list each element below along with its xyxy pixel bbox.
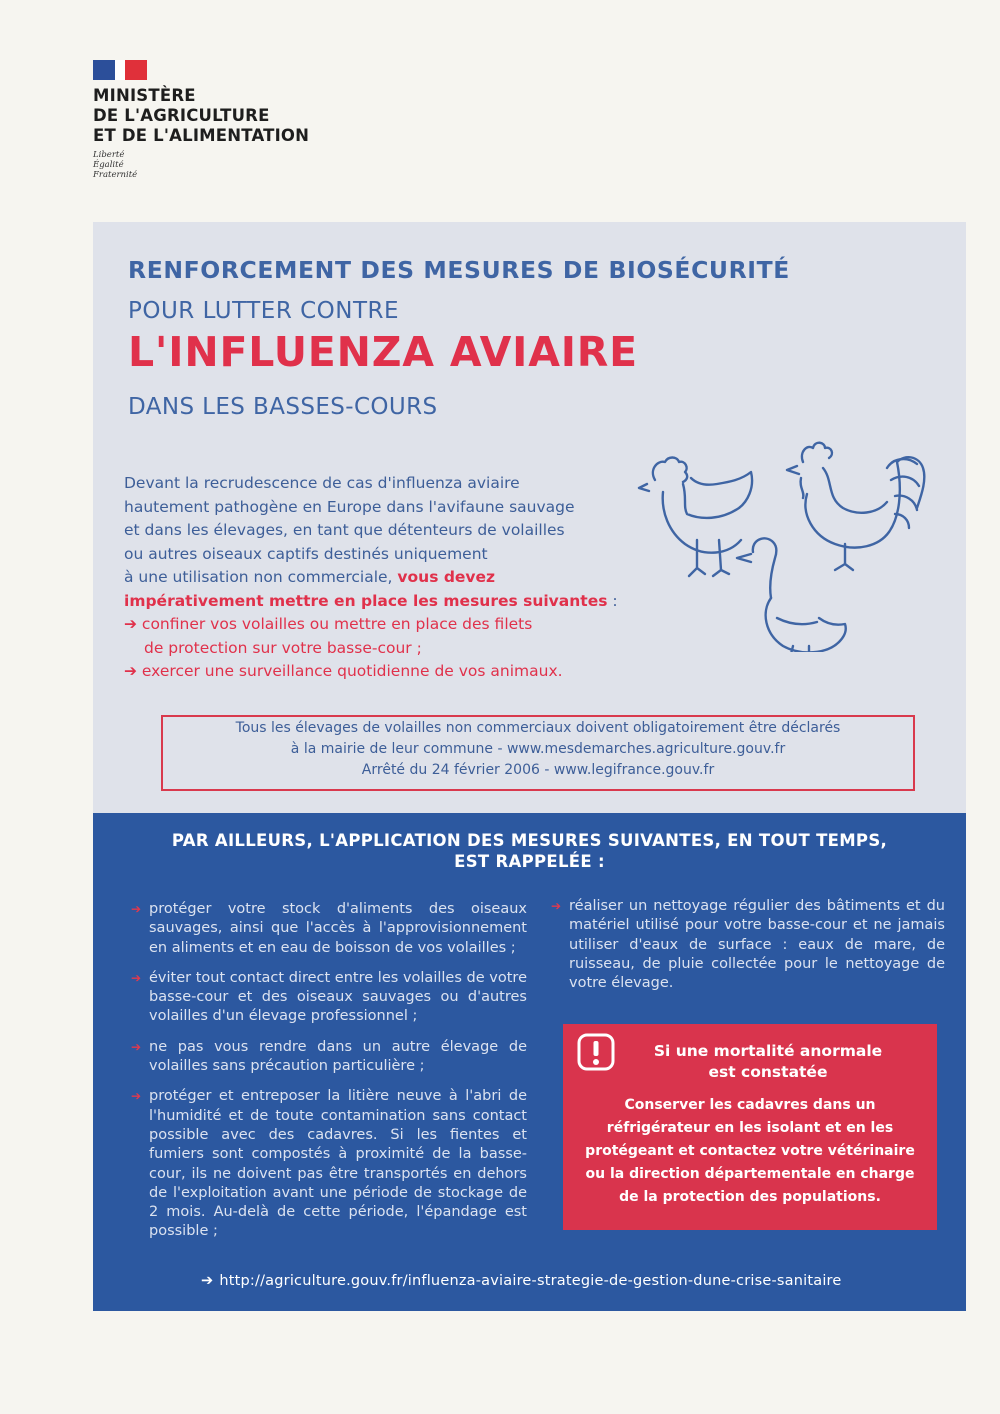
info-url[interactable]: http://agriculture.gouv.fr/influenza-aviaire-strategie-de-gestion-dune-crise-sanitaire: [219, 1273, 842, 1289]
measure-item: ➔ confiner vos volailles ou mettre en place des filets: [124, 615, 533, 633]
reminders-right-column: [551, 897, 945, 1004]
arrow-icon: ➔: [131, 1089, 142, 1104]
arrow-icon: ➔: [201, 1273, 214, 1289]
chicken-icon: [639, 458, 752, 577]
arrow-icon: ➔: [124, 662, 142, 680]
measure-item: ➔ exercer une surveillance quotidienne de vos animaux.: [124, 662, 563, 680]
republic-motto: Liberté Égalité Fraternité: [93, 150, 138, 180]
poultry-illustration: [633, 422, 943, 652]
arrow-icon: ➔: [131, 902, 142, 916]
title-line-2: POUR LUTTER CONTRE: [128, 298, 400, 324]
arrow-icon: ➔: [124, 615, 142, 633]
ministry-name: MINISTÈRE DE L'AGRICULTURE ET DE L'ALIMENTATION: [93, 86, 310, 145]
title-line-4: DANS LES BASSES-COURS: [128, 394, 438, 420]
alert-body: Conserver les cadavres dans un réfrigérateur en les isolant et en les protégeant et contactez votre vétérinaire ou la direction départementale en charge de la protection des populations.: [585, 1097, 915, 1205]
arrow-icon: ➔: [131, 970, 142, 985]
list-item: ➔ protéger et entreposer la litière neuve à l'abri de l'humidité et de toute contamination sans contact possible avec des cadavres. Si les fientes et fumiers sont compostés à proximité de la basse-cour, ils ne doivent pas être transportés en dehors de l'exploitation avant une période de stockage de 2 mois. Au-delà de cette période, l'épandage est possible ;: [131, 1088, 527, 1240]
exclamation-icon: [576, 1032, 616, 1072]
list-item: ➔ éviter tout contact direct entre les volailles de votre basse-cour et des oiseaux sauvages ou d'autres volailles d'un élevage professionnel ;: [131, 969, 527, 1025]
info-link[interactable]: [201, 1273, 842, 1289]
upper-panel: [93, 222, 966, 813]
list-item: ➔ protéger votre stock d'aliments des oiseaux sauvages, ainsi que l'accès à l'approvisionnement en aliments et en eau de boisson de vos volailles ;: [131, 901, 527, 956]
arrow-icon: ➔: [131, 1039, 142, 1054]
title-line-1: RENFORCEMENT DES MESURES DE BIOSÉCURITÉ: [128, 256, 790, 284]
french-flag-icon: [93, 60, 147, 80]
lower-panel: [93, 813, 966, 1311]
declaration-notice: Tous les élevages de volailles non commerciaux doivent obligatoirement être déclarés à la mairie de leur commune - www.mesdemarches.agriculture.gouv.fr Arrêté du 24 février 2006 - www.legifrance.gouv.fr: [161, 715, 915, 791]
intro-text: Devant la recrudescence de cas d'influenza aviaire hautement pathogène en Europe dans l'avifaune sauvage et dans les élevages, en tant que détenteurs de volailles ou autres oiseaux captifs destinés uniquement à une utilisation non commerciale, vous devez impérativement mettre en place les mesures suivantes : ➔ confiner vos volailles ou mettre en place des filets de protection sur votre basse-cour ; ➔ exercer une surveillance quotidienne de vos animaux.: [124, 472, 644, 684]
list-item: ➔ réaliser un nettoyage régulier des bâtiments et du matériel utilisé pour votre basse-cour et ne jamais utiliser d'eaux de surface : eaux de mare, de ruisseau, de pluie collectée pour le nettoyage de votre élevage.: [551, 898, 945, 992]
goose-icon: [737, 538, 846, 652]
alert-title: Si une mortalité anormale est constatée: [653, 1042, 883, 1081]
arrow-icon: ➔: [551, 899, 562, 913]
list-item: ➔ ne pas vous rendre dans un autre élevage de volailles sans précaution particulière ;: [131, 1038, 527, 1075]
mortality-alert-box: [563, 1024, 937, 1230]
rooster-icon: [787, 443, 924, 570]
title-main: L'INFLUENZA AVIAIRE: [128, 328, 638, 376]
ministry-logo: [93, 60, 393, 180]
reminders-heading: PAR AILLEURS, L'APPLICATION DES MESURES SUIVANTES, EN TOUT TEMPS, EST RAPPELÉE :: [171, 831, 888, 871]
reminders-left-column: [131, 900, 527, 1253]
